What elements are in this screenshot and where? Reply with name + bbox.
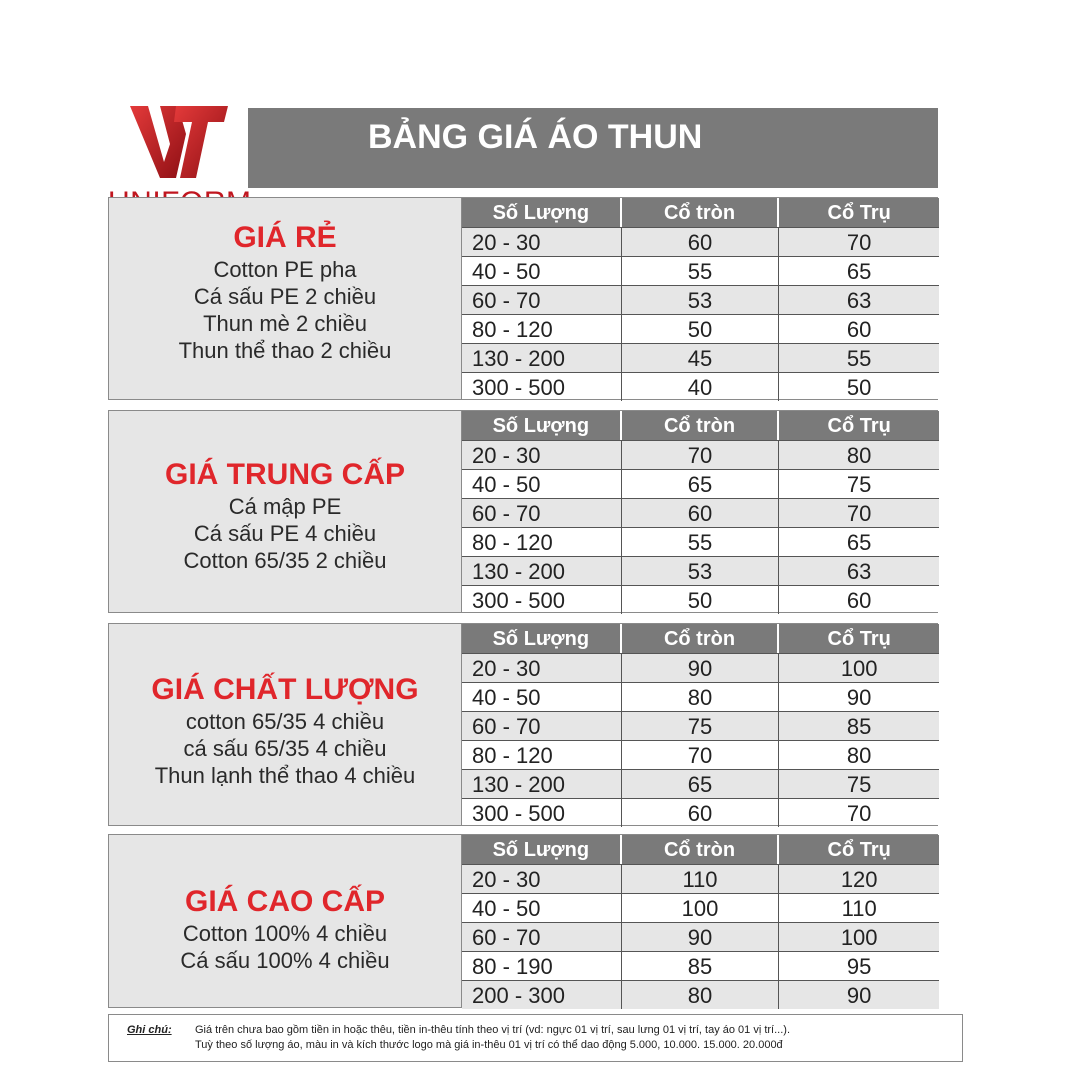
note-box [108,1014,963,1062]
tier-material: Thun thể thao 2 chiều [178,338,392,363]
cell-polo-neck-price: 100 [840,656,878,681]
cell-quantity: 20 - 30 [462,865,622,893]
tier-material: Thun mè 2 chiều [203,311,367,336]
tier-title: GIÁ TRUNG CẤP [165,458,405,491]
table-row [462,285,939,314]
cell-polo-neck-price: 75 [846,472,872,497]
note-label: Ghi chú: [127,1024,172,1036]
cell-quantity: 300 - 500 [462,586,622,614]
cell-quantity: 130 - 200 [462,557,622,585]
tier-title: GIÁ CAO CẤP [184,885,385,918]
cell-quantity: 60 - 70 [462,712,622,740]
cell-quantity: 300 - 500 [462,799,622,827]
col-round-neck: Cổ tròn [622,411,780,440]
cell-round-neck-price: 100 [622,894,780,922]
cell-polo-neck-price: 65 [846,259,872,284]
table-header [462,411,939,440]
table-row [462,769,939,798]
tier-info [109,411,461,612]
table-row [462,227,939,256]
table-row [462,440,939,469]
price-tier-section [108,834,938,1008]
price-table [461,411,939,612]
table-row [462,256,939,285]
cell-quantity: 80 - 120 [462,315,622,343]
cell-polo-neck-price: 63 [846,559,872,584]
table-row [462,740,939,769]
cell-polo-neck-price: 55 [846,346,872,371]
cell-round-neck-price: 55 [622,528,780,556]
cell-polo-neck-price: 80 [846,443,872,468]
table-row [462,556,939,585]
col-polo-neck: Cổ Trụ [827,415,891,437]
col-quantity: Số Lượng [462,835,622,864]
table-row [462,653,939,682]
cell-round-neck-price: 53 [622,557,780,585]
table-header [462,624,939,653]
tier-material: cotton 65/35 4 chiều [185,709,385,734]
table-row [462,864,939,893]
cell-quantity: 40 - 50 [462,894,622,922]
table-row [462,980,939,1009]
cell-polo-neck-price: 90 [846,685,872,710]
tier-material: cá sấu 65/35 4 chiều [183,736,387,761]
tier-material: Cotton PE pha [213,257,357,282]
table-row [462,343,939,372]
cell-polo-neck-price: 95 [846,954,872,979]
price-table [461,198,939,399]
cell-polo-neck-price: 50 [846,375,872,400]
tier-title: GIÁ CHẤT LƯỢNG [151,673,419,706]
col-quantity: Số Lượng [462,198,622,227]
cell-polo-neck-price: 60 [846,317,872,342]
table-row [462,711,939,740]
tier-material: Cotton 65/35 2 chiều [183,548,387,573]
tier-material: Cá sấu PE 2 chiều [193,284,377,309]
tier-material: Cotton 100% 4 chiều [182,921,388,946]
cell-quantity: 60 - 70 [462,923,622,951]
cell-round-neck-price: 60 [622,799,780,827]
col-round-neck: Cổ tròn [622,624,780,653]
cell-polo-neck-price: 120 [840,867,878,892]
cell-polo-neck-price: 85 [846,714,872,739]
cell-quantity: 20 - 30 [462,441,622,469]
table-row [462,498,939,527]
table-row [462,922,939,951]
cell-quantity: 80 - 120 [462,741,622,769]
cell-quantity: 300 - 500 [462,373,622,401]
table-row [462,527,939,556]
price-tier-section [108,197,938,400]
cell-round-neck-price: 50 [622,586,780,614]
cell-quantity: 40 - 50 [462,470,622,498]
cell-quantity: 60 - 70 [462,286,622,314]
table-row [462,893,939,922]
cell-quantity: 130 - 200 [462,770,622,798]
note-line: Tuỳ theo số lượng áo, màu in và kích thước logo mà giá in-thêu 01 vị trí có thể dao động 5.000, 10.000. 15.000. 20.000đ [195,1039,783,1051]
tier-material: Cá sấu 100% 4 chiều [180,948,390,973]
cell-round-neck-price: 65 [622,470,780,498]
cell-round-neck-price: 110 [622,865,780,893]
col-round-neck: Cổ tròn [622,198,780,227]
col-quantity: Số Lượng [462,624,622,653]
tier-info [109,624,461,825]
col-polo-neck: Cổ Trụ [827,839,891,861]
cell-round-neck-price: 80 [622,683,780,711]
cell-quantity: 60 - 70 [462,499,622,527]
cell-round-neck-price: 80 [622,981,780,1009]
cell-polo-neck-price: 63 [846,288,872,313]
cell-polo-neck-price: 60 [846,588,872,613]
table-row [462,469,939,498]
price-table [461,835,939,1007]
cell-polo-neck-price: 110 [841,896,877,921]
cell-polo-neck-price: 70 [846,801,872,826]
cell-round-neck-price: 55 [622,257,780,285]
col-polo-neck: Cổ Trụ [827,628,891,650]
cell-quantity: 20 - 30 [462,228,622,256]
page-title: BẢNG GIÁ ÁO THUN [368,118,703,156]
cell-quantity: 40 - 50 [462,257,622,285]
table-row [462,798,939,827]
table-row [462,951,939,980]
cell-round-neck-price: 60 [622,228,780,256]
tier-info [109,835,461,1007]
cell-round-neck-price: 40 [622,373,780,401]
cell-round-neck-price: 60 [622,499,780,527]
cell-round-neck-price: 75 [622,712,780,740]
tier-info [109,198,461,399]
cell-polo-neck-price: 90 [846,983,872,1008]
tier-title: GIÁ RẺ [233,221,337,254]
cell-round-neck-price: 50 [622,315,780,343]
col-round-neck: Cổ tròn [622,835,780,864]
cell-round-neck-price: 90 [622,654,780,682]
col-quantity: Số Lượng [462,411,622,440]
vt-logo-mark-icon [130,100,230,182]
cell-round-neck-price: 45 [622,344,780,372]
cell-round-neck-price: 90 [622,923,780,951]
tier-material: Cá mập PE [228,494,342,519]
cell-quantity: 80 - 120 [462,528,622,556]
cell-quantity: 130 - 200 [462,344,622,372]
price-table [461,624,939,825]
price-tier-section [108,623,938,826]
cell-round-neck-price: 53 [622,286,780,314]
cell-round-neck-price: 70 [622,741,780,769]
note-line: Giá trên chưa bao gồm tiền in hoặc thêu, tiền in-thêu tính theo vị trí (vd: ngực 01 vị trí, sau lưng 01 vị trí, tay áo 01 vị trí...). [195,1024,790,1036]
tier-material: Cá sấu PE 4 chiều [193,521,377,546]
cell-quantity: 80 - 190 [462,952,622,980]
cell-polo-neck-price: 100 [840,925,878,950]
cell-polo-neck-price: 70 [846,501,872,526]
tier-material: Thun lạnh thể thao 4 chiều [154,763,416,788]
price-tier-section [108,410,938,613]
table-row [462,682,939,711]
table-row [462,372,939,401]
cell-polo-neck-price: 65 [846,530,872,555]
cell-round-neck-price: 85 [622,952,780,980]
col-polo-neck: Cổ Trụ [827,202,891,224]
table-row [462,585,939,614]
cell-polo-neck-price: 70 [846,230,872,255]
table-row [462,314,939,343]
cell-quantity: 40 - 50 [462,683,622,711]
table-header [462,835,939,864]
cell-polo-neck-price: 75 [846,772,872,797]
cell-quantity: 200 - 300 [462,981,622,1009]
cell-round-neck-price: 70 [622,441,780,469]
cell-quantity: 20 - 30 [462,654,622,682]
cell-round-neck-price: 65 [622,770,780,798]
table-header [462,198,939,227]
cell-polo-neck-price: 80 [846,743,872,768]
